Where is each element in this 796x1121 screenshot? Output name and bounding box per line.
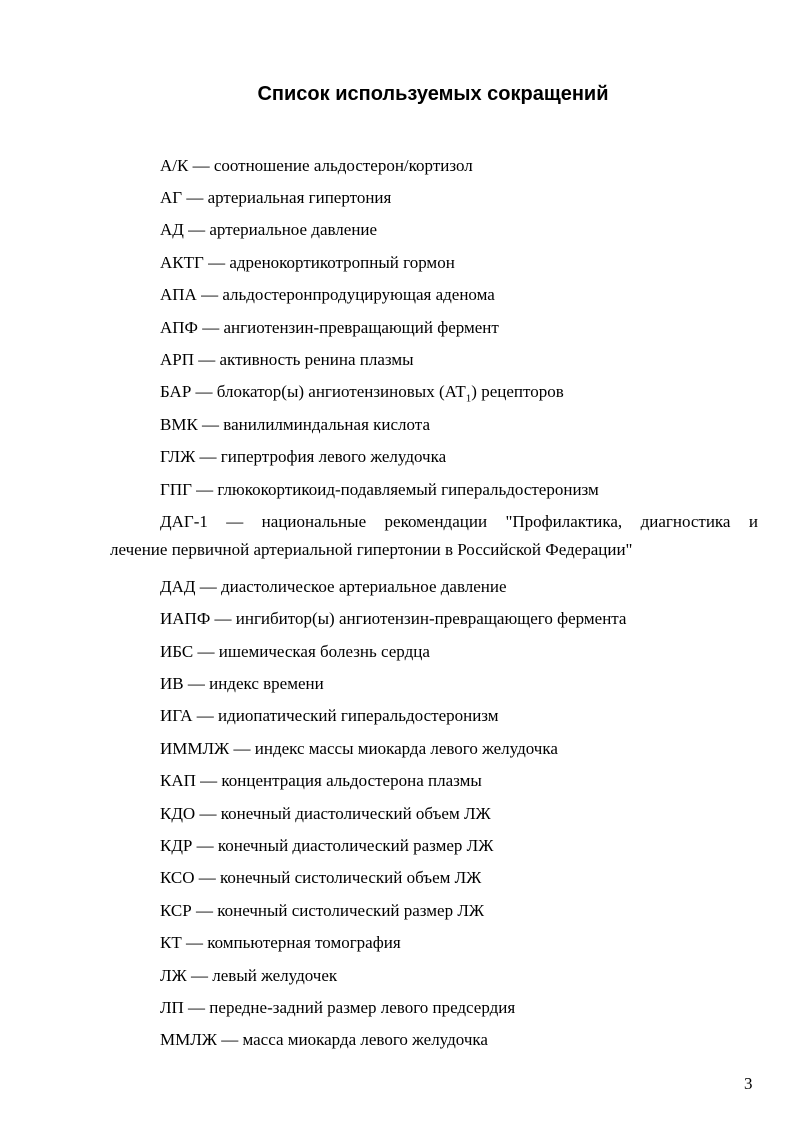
subscript: 1 — [465, 392, 472, 405]
list-item: АПА — альдостеронпродуцирующая аденома — [160, 285, 495, 304]
list-item — [110, 508, 758, 564]
list-item: ИММЛЖ — индекс массы миокарда левого желудочка — [160, 739, 558, 758]
list-item: АПФ — ангиотензин-превращающий фермент — [160, 318, 499, 337]
list-item: ММЛЖ — масса миокарда левого желудочка — [160, 1030, 488, 1049]
list-item: КДР — конечный диастолический размер ЛЖ — [160, 836, 494, 855]
list-item-text: БАР — блокатор(ы) ангиотензиновых (АТ — [160, 382, 466, 401]
list-item-line2: лечение первичной артериальной гипертонии в Российской Федерации" — [110, 540, 633, 559]
list-item: АГ — артериальная гипертония — [160, 188, 392, 207]
list-item: КСО — конечный систолический объем ЛЖ — [160, 868, 482, 887]
list-item: ИВ — индекс времени — [160, 674, 324, 693]
list-item: ИГА — идиопатический гиперальдостеронизм — [160, 706, 499, 725]
list-item: КАП — концентрация альдостерона плазмы — [160, 771, 482, 790]
list-item-line1: ДАГ-1 — национальные рекомендации "Профилактика, диагностика и — [160, 512, 758, 531]
list-item: ИБС — ишемическая болезнь сердца — [160, 642, 430, 661]
list-item: ГЛЖ — гипертрофия левого желудочка — [160, 447, 447, 466]
list-item: АРП — активность ренина плазмы — [160, 350, 414, 369]
list-item: ИАПФ — ингибитор(ы) ангиотензин-превращающего фермента — [160, 609, 627, 628]
list-item-text: ) рецепторов — [471, 382, 564, 401]
list-item: АД — артериальное давление — [160, 220, 378, 239]
list-item: КДО — конечный диастолический объем ЛЖ — [160, 804, 491, 823]
page-title: Список используемых сокращений — [257, 83, 609, 105]
list-item: ЛП — передне-задний размер левого предсердия — [160, 998, 516, 1017]
list-item: ЛЖ — левый желудочек — [160, 966, 338, 985]
list-item — [160, 378, 564, 406]
list-item: КТ — компьютерная томография — [160, 933, 401, 952]
list-item: ГПГ — глюкокортикоид-подавляемый гиперальдостеронизм — [160, 480, 599, 499]
list-item: КСР — конечный систолический размер ЛЖ — [160, 901, 485, 920]
list-item: АКТГ — адренокортикотропный гормон — [160, 253, 455, 272]
page-number: 3 — [744, 1074, 753, 1093]
list-item: ВМК — ванилилминдальная кислота — [160, 415, 430, 434]
list-item: А/К — соотношение альдостерон/кортизол — [160, 156, 473, 175]
list-item: ДАД — диастолическое артериальное давление — [160, 577, 507, 596]
